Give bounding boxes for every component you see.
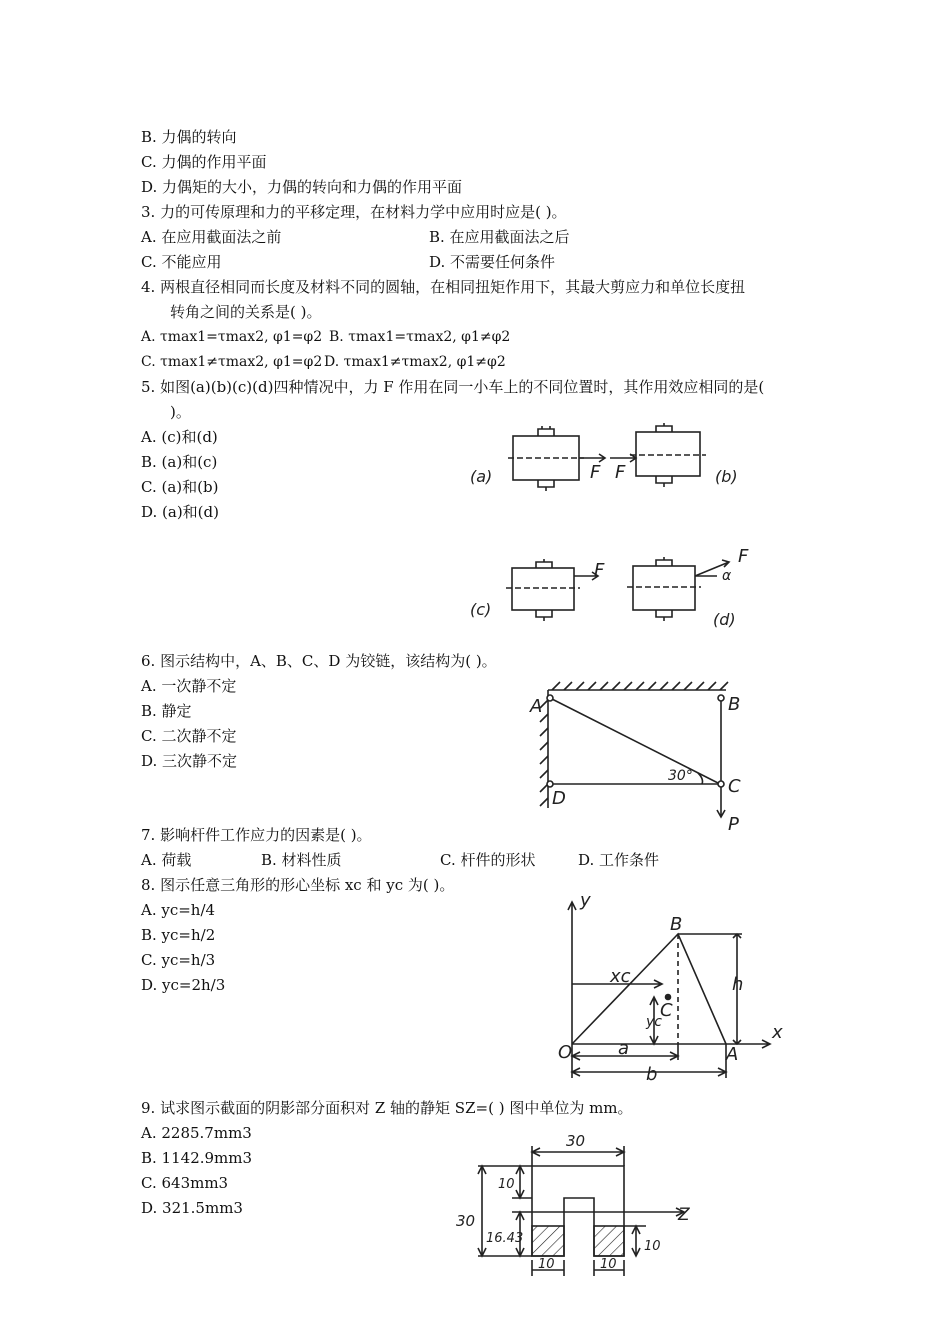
q9-fig-left-30: 30 (456, 1212, 476, 1230)
q4-option-d: D. τmax1≠τmax2, φ1≠φ2 (324, 354, 506, 370)
q6-option-b: B. 静定 (141, 702, 192, 720)
q9-stem: 9. 试求图示截面的阴影部分面积对 Z 轴的静矩 SZ=( ) 图中单位为 mm。 (141, 1099, 633, 1117)
q4-stem-line1: 4. 两根直径相同而长度及材料不同的圆轴，在相同扭矩作用下，其最大剪应力和单位长度扭 (141, 278, 746, 296)
q5-stem-line1: 5. 如图(a)(b)(c)(d)四种情况中，力 F 作用在同一小车上的不同位置时，其作用效应相同的是( (141, 378, 765, 396)
q3-option-b: B. 在应用截面法之后 (429, 228, 570, 246)
q8-fig-A: A (726, 1044, 739, 1065)
q4-stem-line2: 转角之间的关系是( )。 (170, 303, 322, 321)
q4-option-b: B. τmax1=τmax2, φ1≠φ2 (329, 329, 511, 345)
q9-fig-Z: Z (678, 1205, 690, 1225)
q5-option-c: C. (a)和(b) (141, 478, 219, 496)
q8-fig-xc: xc (610, 966, 631, 987)
q8-option-d: D. yc=2h/3 (141, 976, 226, 994)
q9-option-a: A. 2285.7mm3 (141, 1124, 252, 1142)
q9-fig-right-10: 10 (644, 1239, 661, 1254)
q8-option-b: B. yc=h/2 (141, 926, 216, 944)
q5-fig-F-a: F (590, 462, 601, 483)
q9-option-c: C. 643mm3 (141, 1174, 229, 1192)
q5-option-b: B. (a)和(c) (141, 453, 218, 471)
q5-cart-figure (460, 420, 760, 635)
q8-fig-a: a (618, 1038, 630, 1059)
q9-fig-bottom-left-10: 10 (538, 1257, 555, 1272)
q6-fig-C: C (728, 776, 741, 797)
q8-stem: 8. 图示任意三角形的形心坐标 xc 和 yc 为( )。 (141, 876, 455, 894)
q7-option-d: D. 工作条件 (578, 851, 660, 869)
q6-option-a: A. 一次静不定 (141, 677, 237, 695)
q9-fig-top-30: 30 (566, 1132, 586, 1150)
q7-stem: 7. 影响杆件工作应力的因素是( )。 (141, 826, 372, 844)
q6-fig-A: A (530, 696, 543, 717)
q2-option-d: D. 力偶矩的大小，力偶的转向和力偶的作用平面 (141, 178, 463, 196)
q8-option-c: C. yc=h/3 (141, 951, 216, 969)
q8-fig-x: x (772, 1022, 783, 1043)
q5-option-d: D. (a)和(d) (141, 503, 219, 521)
q9-fig-bottom-right-10: 10 (600, 1257, 617, 1272)
q9-fig-dim-1643: 16.43 (486, 1231, 524, 1246)
q2-option-b: B. 力偶的转向 (141, 128, 237, 146)
q9-option-b: B. 1142.9mm3 (141, 1149, 253, 1167)
q5-fig-F-d: F (738, 546, 749, 567)
q5-stem-line2: )。 (170, 403, 191, 421)
q8-fig-yc: yc (646, 1014, 662, 1030)
q5-fig-label-a: (a) (470, 467, 493, 486)
q5-fig-F-c: F (594, 560, 605, 581)
q6-frame-figure (520, 680, 760, 840)
q5-fig-label-d: (d) (713, 610, 736, 629)
q5-option-a: A. (c)和(d) (141, 428, 218, 446)
q7-option-a: A. 荷载 (141, 851, 192, 869)
q8-option-a: A. yc=h/4 (141, 901, 216, 919)
q8-fig-C: C (660, 1000, 673, 1021)
q3-stem: 3. 力的可传原理和力的平移定理，在材料力学中应用时应是( )。 (141, 203, 567, 221)
q8-fig-h: h (732, 974, 744, 995)
q5-fig-alpha: α (722, 568, 732, 584)
q5-fig-label-c: (c) (470, 600, 492, 619)
q9-fig-dim-10: 10 (498, 1177, 515, 1192)
q5-fig-label-b: (b) (715, 467, 738, 486)
q8-fig-O: O (558, 1042, 573, 1063)
q8-fig-b: b (646, 1064, 658, 1082)
q3-option-a: A. 在应用截面法之前 (141, 228, 282, 246)
q5-fig-F-b: F (615, 462, 626, 483)
q2-option-c: C. 力偶的作用平面 (141, 153, 267, 171)
q6-fig-angle: 30° (668, 768, 693, 784)
q7-option-b: B. 材料性质 (261, 851, 342, 869)
q3-option-d: D. 不需要任何条件 (429, 253, 556, 271)
q6-stem: 6. 图示结构中，A、B、C、D 为铰链，该结构为( )。 (141, 652, 497, 670)
q4-option-a: A. τmax1=τmax2, φ1=φ2 (141, 329, 323, 345)
q4-option-c: C. τmax1≠τmax2, φ1=φ2 (141, 354, 323, 370)
q6-fig-D: D (552, 788, 566, 809)
q6-fig-B: B (728, 694, 741, 715)
q6-option-d: D. 三次静不定 (141, 752, 238, 770)
q7-option-c: C. 杆件的形状 (440, 851, 536, 869)
q6-option-c: C. 二次静不定 (141, 727, 237, 745)
q9-option-d: D. 321.5mm3 (141, 1199, 243, 1217)
q8-triangle-figure (550, 892, 790, 1082)
q8-fig-y: y (580, 892, 591, 911)
q6-fig-P: P (728, 814, 739, 835)
q3-option-c: C. 不能应用 (141, 253, 222, 271)
q8-fig-B: B (670, 914, 683, 935)
q9-section-figure (452, 1130, 702, 1280)
